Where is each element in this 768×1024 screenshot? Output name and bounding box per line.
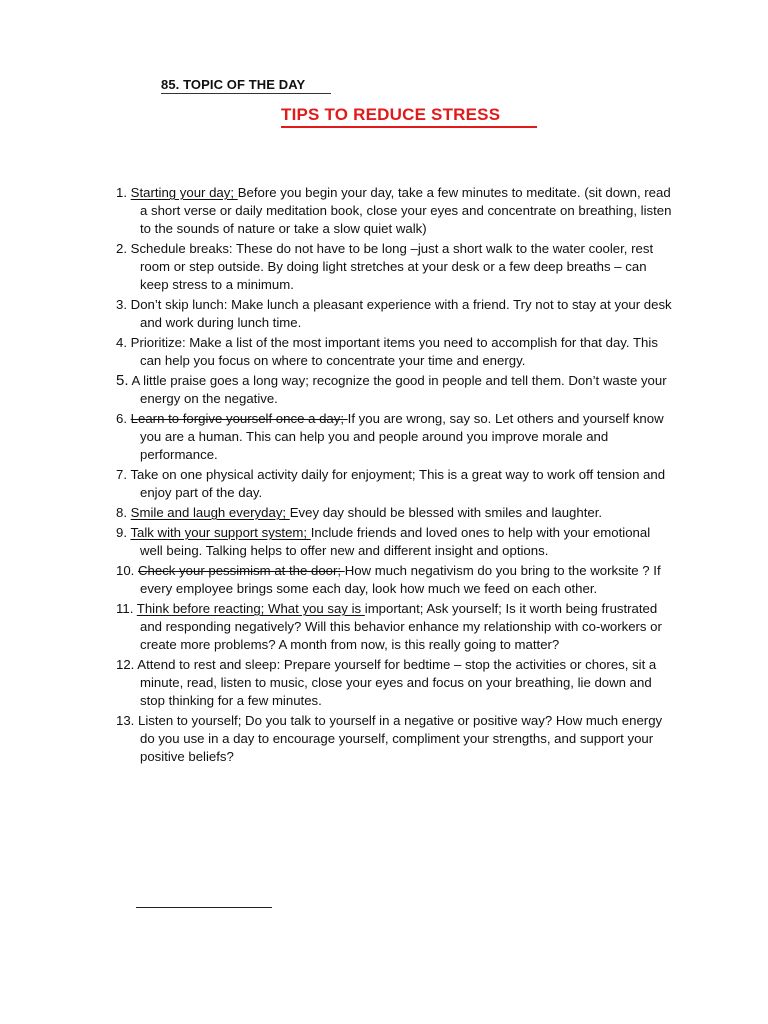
item-text: Make a list of the most important items you need to accomplish for that day. This can help you focus on where to concentrate your time and energy. [140,335,658,368]
item-number: 5. [116,372,129,389]
list-item [116,656,676,710]
item-lead: Check your pessimism at the door; [138,563,345,578]
topic-heading: 85. TOPIC OF THE DAY [161,77,306,92]
item-text: Before you begin your day, take a few minutes to meditate. (sit down, read a short verse or daily meditation book, close your eyes and concentrate on breathing, listen to the sounds of nature or take a slow quiet walk) [140,185,672,236]
item-number: 6. [116,411,127,426]
item-number: 2. [116,241,127,256]
item-text: important; Ask yourself; Is it worth being frustrated and responding negatively? Will this behavior enhance my relationship with co-workers or create more problems? A month from now, is this really going to matter? [140,601,662,652]
list-item [116,410,676,464]
item-number: 8. [116,505,127,520]
item-lead: Take on one physical activity daily for enjoyment; [130,467,420,482]
list-item [116,562,676,598]
list-item [116,504,676,522]
item-text: Include friends and loved ones to help with your emotional well being. Talking helps to offer new and different insight and options. [140,525,651,558]
item-lead: Schedule breaks: [130,241,236,256]
item-number: 1. [116,185,127,200]
item-text: Make lunch a pleasant experience with a friend. Try not to stay at your desk and work during lunch time. [140,297,672,330]
list-item [116,296,676,332]
item-lead: Don’t skip lunch: [130,297,232,312]
item-text: Prepare yourself for bedtime – stop the activities or chores, sit a minute, read, listen to music, close your eyes and focus on your breathing, lie down and stop thinking for a few minutes. [140,657,657,708]
item-number: 13. [116,713,135,728]
item-number: 7. [116,467,127,482]
list-item [116,334,676,370]
topic-underline [161,93,331,94]
item-text: How much negativism do you bring to the worksite ? If every employee brings some each day, look how much we feed on each other. [140,563,661,596]
item-number: 3. [116,297,127,312]
list-item [116,184,676,238]
item-lead: Smile and laugh everyday; [130,505,290,520]
item-lead: Listen to yourself; [138,713,246,728]
item-lead: Think before reacting; What you say is [136,601,365,616]
blank-signature-line [136,907,272,908]
item-number: 10. [116,563,135,578]
item-number: 12. [116,657,135,672]
item-text: A little praise goes a long way; recognize the good in people and tell them. Don’t waste your energy on the negative. [131,373,667,406]
item-text: If you are wrong, say so. Let others and yourself know you are a human. This can help you and people around you improve morale and performance. [140,411,664,462]
title-underline [281,126,537,128]
item-lead: Learn to forgive yourself once a day; [130,411,348,426]
item-number: 4. [116,335,127,350]
list-item [116,372,676,408]
item-lead: Talk with your support system; [130,525,311,540]
item-text: Do you talk to yourself in a negative or positive way? How much energy do you use in a day to encourage yourself, compliment your strengths, and support your positive beliefs? [140,713,663,764]
item-lead: Prioritize: [130,335,190,350]
item-lead: Attend to rest and sleep: [137,657,284,672]
list-item [116,524,676,560]
page-title: TIPS TO REDUCE STRESS [281,105,501,124]
item-text: Evey day should be blessed with smiles and laughter. [289,505,603,520]
tips-list [116,184,676,768]
list-item [116,712,676,766]
list-item [116,600,676,654]
item-text: This is a great way to work off tension and enjoy part of the day. [140,467,666,500]
list-item [116,466,676,502]
item-number: 9. [116,525,127,540]
item-text: These do not have to be long –just a short walk to the water cooler, rest room or step outside. By doing light stretches at your desk or a few deep breaths – can keep stress to a minimum. [140,241,654,292]
item-number: 11. [116,601,134,616]
list-item [116,240,676,294]
item-lead: Starting your day; [130,185,238,200]
